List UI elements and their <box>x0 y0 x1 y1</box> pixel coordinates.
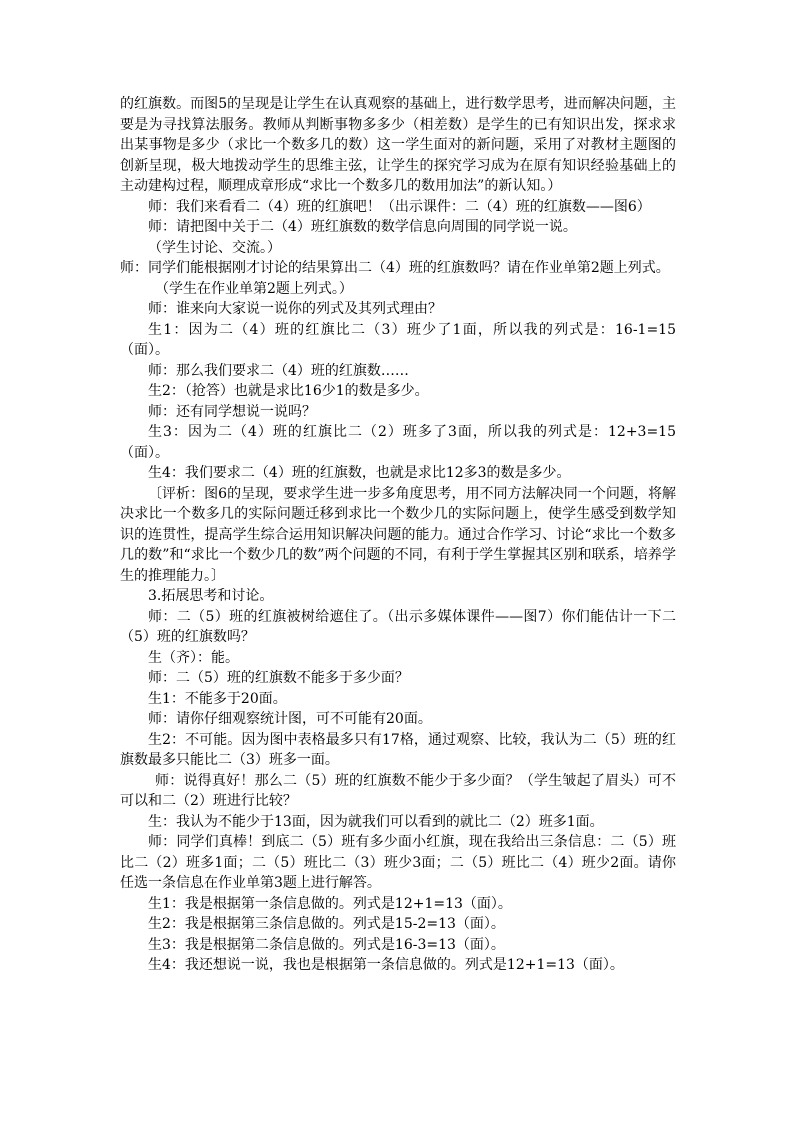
paragraph: 师：我们来看看二（4）班的红旗吧！（出示课件：二（4）班的红旗数——图6） <box>148 198 651 215</box>
paragraph: 生3：我是根据第二条信息做的。列式是16-3=13（面）。 <box>148 936 505 953</box>
paragraph: 师：请把图中关于二（4）班红旗数的数学信息向周围的同学说一说。 <box>148 219 577 235</box>
paragraph: 师：二（5）班的红旗被树给遮住了。（出示多媒体课件——图7）你们能估计一下二（5）班的红旗数吗？ <box>120 608 676 645</box>
paragraph: 生1：我是根据第一条信息做的。列式是12+1=13（面）。 <box>148 895 512 912</box>
paragraph: 生：我认为不能少于13面，因为就我们可以看到的就比二（2）班多1面。 <box>148 813 604 830</box>
document-body <box>120 94 676 976</box>
paragraph: 生（齐）：能。 <box>148 649 239 666</box>
paragraph: 生4：我们要求二（4）班的红旗数，也就是求比12多3的数是多少。 <box>148 465 571 481</box>
paragraph: 师：同学们能根据刚才讨论的结果算出二（4）班的红旗数吗？请在作业单第2题上列式。 <box>120 260 670 276</box>
paragraph: 师：还有同学想说一说吗？ <box>148 403 316 420</box>
paragraph: 师：二（5）班的红旗数不能多于多少面？ <box>148 670 409 686</box>
paragraph: 师：谁来向大家说一说你的列式及其列式理由？ <box>148 301 442 317</box>
paragraph: 师：说得真好！那么二（5）班的红旗数不能少于多少面？（学生皱起了眉头）可不可以和二（2）班进行比较？ <box>120 772 676 809</box>
paragraph: 生1：不能多于20面。 <box>148 690 287 707</box>
paragraph: 生2：不可能。因为图中表格最多只有17格，通过观察、比较，我认为二（5）班的红旗数最多只能比二（3）班多一面。 <box>120 731 676 768</box>
paragraph: 生3：因为二（4）班的红旗比二（2）班多了3面，所以我的列式是：12+3=15（面）。 <box>120 424 676 461</box>
paragraph: 生2：（抢答）也就是求比16少1的数是多少。 <box>148 383 429 399</box>
paragraph: 生2：我是根据第三条信息做的。列式是15-2=13（面）。 <box>148 916 505 932</box>
paragraph: （学生在作业单第2题上列式。） <box>155 280 353 297</box>
section-heading: 3.拓展思考和讨论。 <box>148 588 274 604</box>
paragraph: 的红旗数。而图5的呈现是让学生在认真观察的基础上，进行数学思考，进而解决问题，主要是为寻找算法服务。教师从判断事物多多少（相差数）是学生的已有知识出发，探求求出某事物是多少（求比一个数多几的数）这一学生面对的新问题，采用了对教材主题图的创新呈现，极大地拨动学生的思维主弦，让学生的探究学习成为在原有知识经验基础上的主动建构过程，顺理成章形成“求比一个数多几的数用加法”的新认知。） <box>120 96 676 194</box>
paragraph: 师：请你仔细观察统计图，可不可能有20面。 <box>148 711 432 727</box>
paragraph: 生4：我还想说一说，我也是根据第一条信息做的。列式是12+1=13（面）。 <box>148 957 624 973</box>
paragraph: 〔评析：图6的呈现，要求学生进一步多角度思考，用不同方法解决同一个问题，将解决求比一个数多几的实际问题迁移到求比一个数少几的实际问题上，使学生感受到数学知识的连贯性，提高学生综合运用知识解决问题的能力。通过合作学习、讨论“求比一个数多几的数”和“求比一个数少几的数”两个问题的不同，有利于学生掌握其区别和联系，培养学生的推理能力。〕 <box>120 485 676 584</box>
paragraph: 师：那么我们要求二（4）班的红旗数…… <box>148 362 409 379</box>
paragraph: 生1：因为二（4）班的红旗比二（3）班少了1面，所以我的列式是：16-1=15（面）。 <box>120 321 676 358</box>
paragraph: （学生讨论、交流。） <box>148 239 281 256</box>
paragraph: 师：同学们真棒！到底二（5）班有多少面小红旗，现在我给出三条信息：二（5）班比二（2）班多1面；二（5）班比二（3）班少3面；二（5）班比二（4）班少2面。请你任选一条信息在作业单第3题上进行解答。 <box>120 834 676 891</box>
